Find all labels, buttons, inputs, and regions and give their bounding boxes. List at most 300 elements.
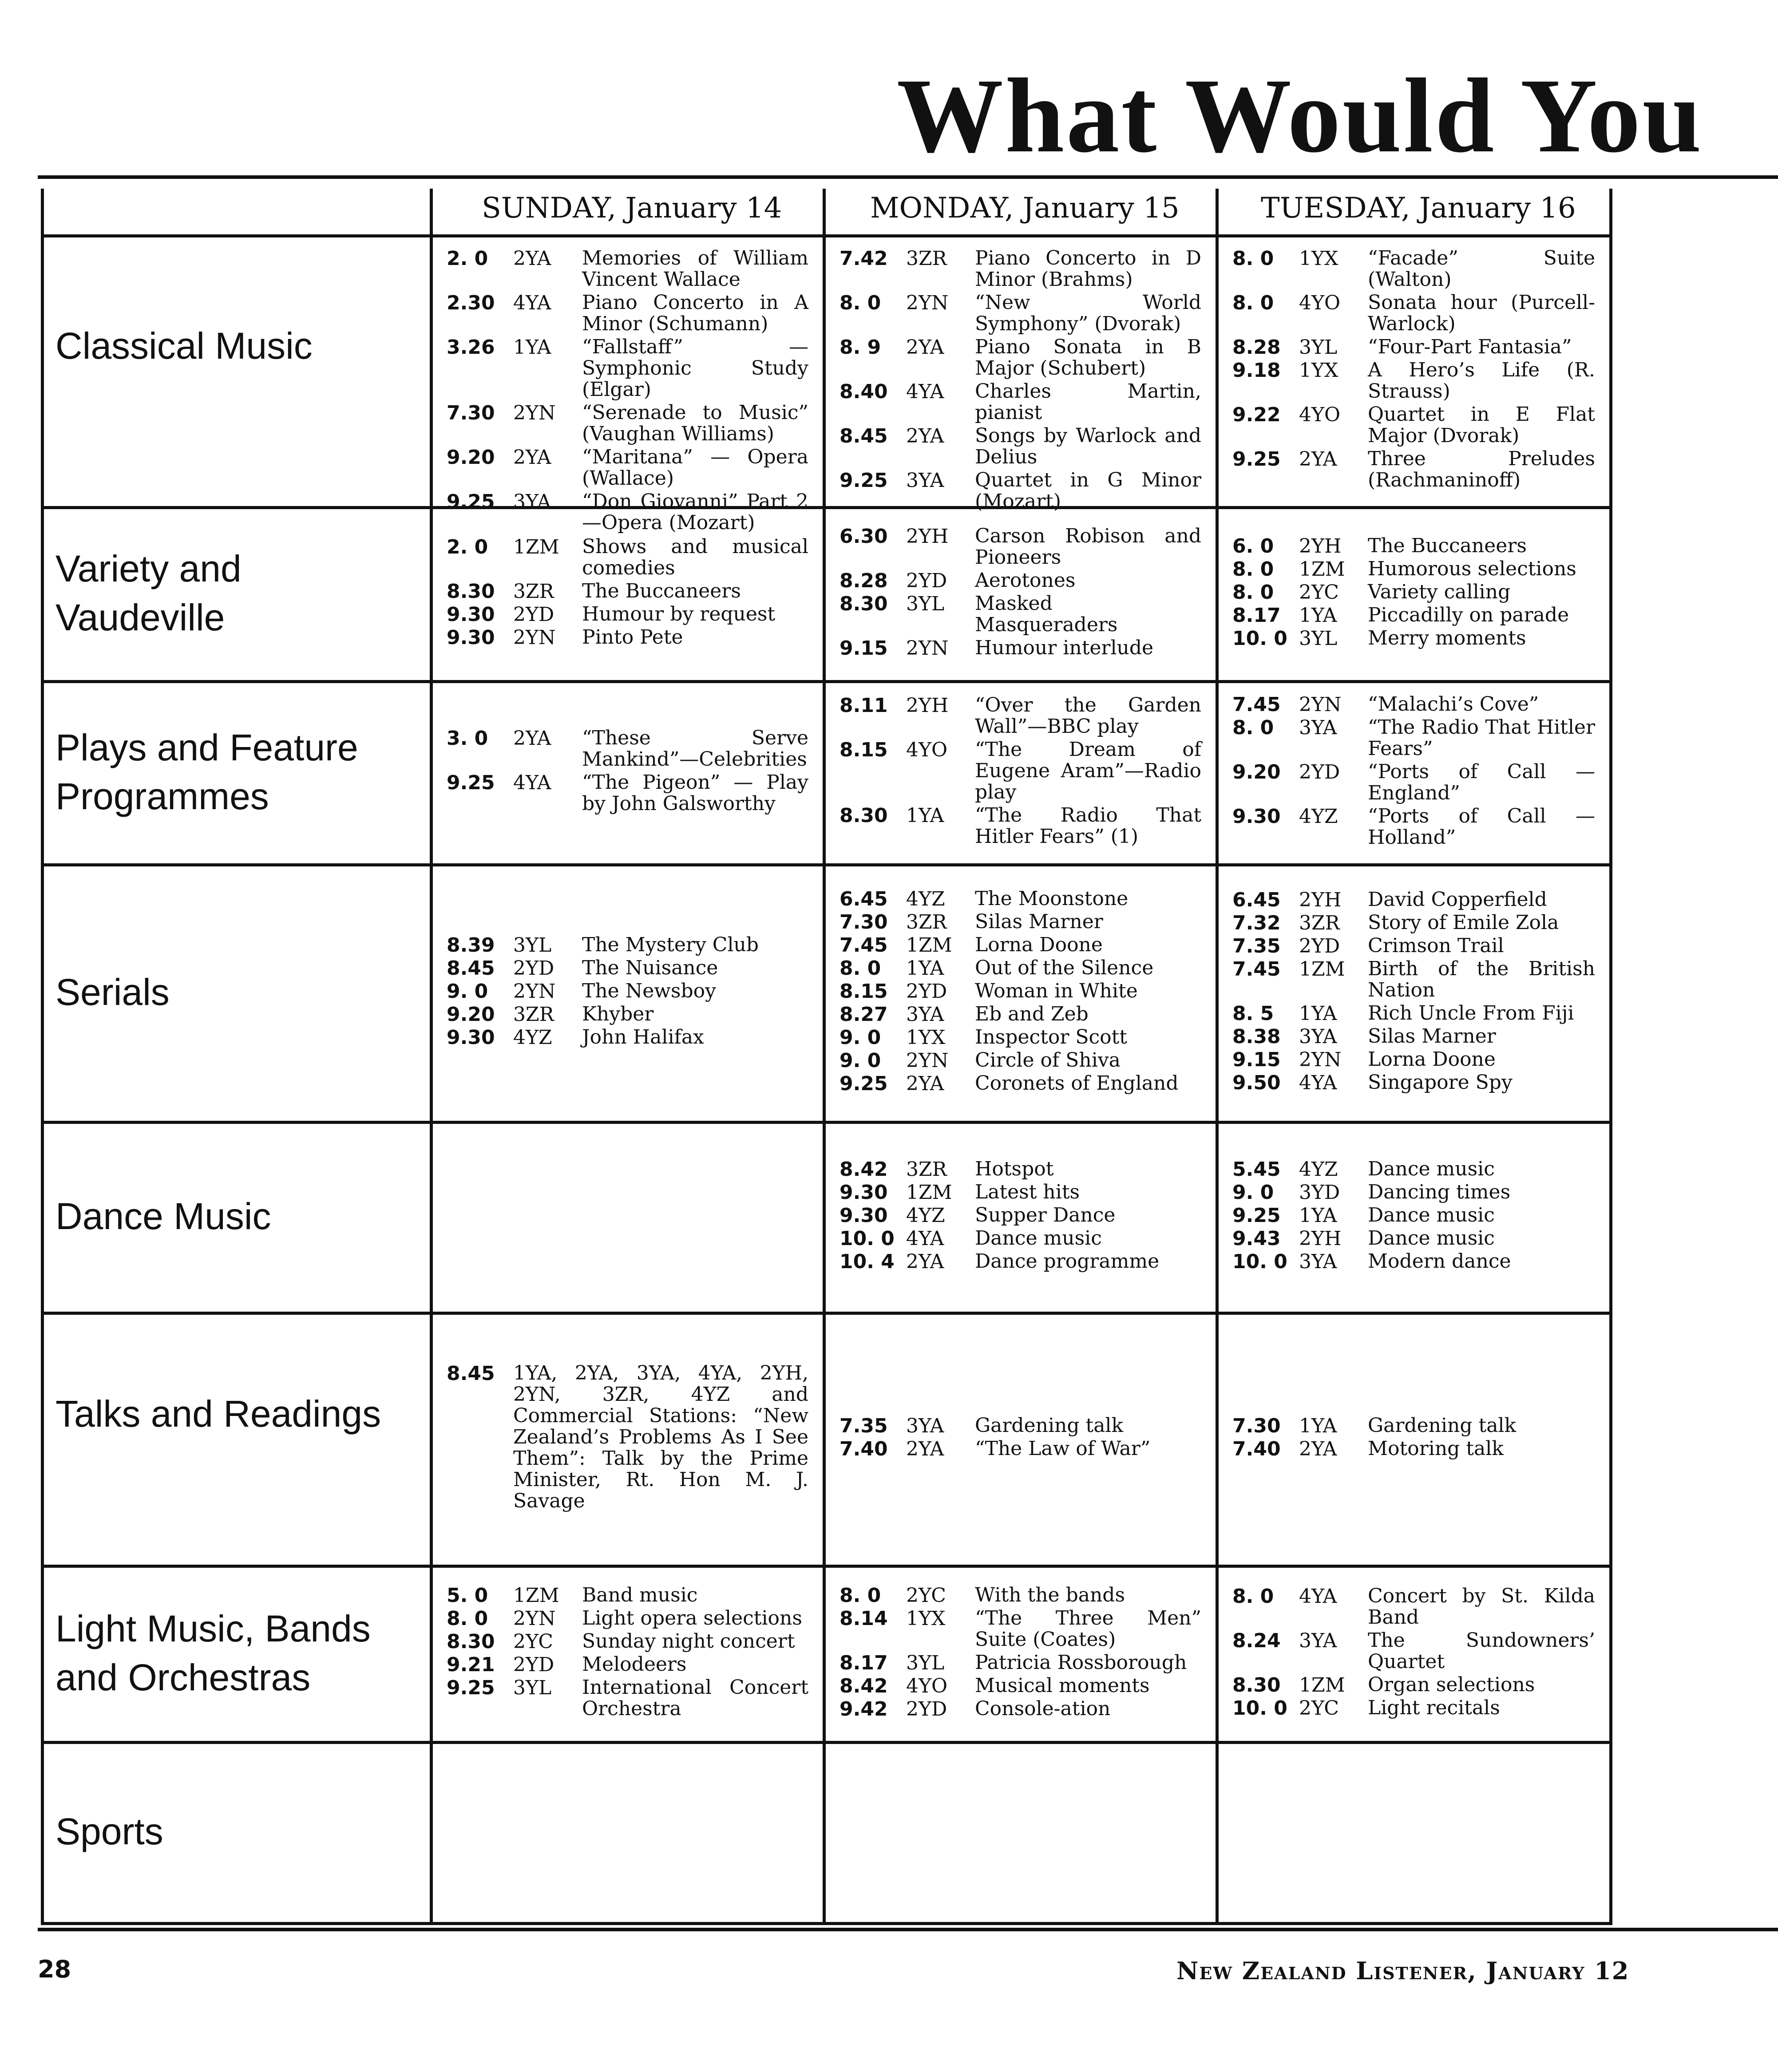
column-divider [823,189,826,1924]
entry-programme: “Malachi’s Cove” [1368,692,1539,716]
entry-time: 6.45 [1232,889,1281,911]
entry-programme: Dance music [975,1227,1102,1250]
entry-programme: “Four-Part Fantasia” [1368,336,1572,358]
entry-programme: Rich Uncle From Fiji [1368,1002,1574,1024]
entry-programme: Memories of William Vincent Wallace [582,247,808,291]
entry-station: 4YO [1299,292,1341,314]
entry-station: 3YA [1299,716,1337,739]
entry-time: 9.30 [840,1204,888,1227]
entry-time: 9.30 [840,1181,888,1204]
day-header-tuesday: TUESDAY, January 16 [1261,192,1576,225]
entry-time: 9.20 [1232,760,1281,783]
entry-station: 2YA [513,247,551,270]
entry-programme: Patricia Rossborough [975,1651,1187,1674]
entry-programme: “These Serve Mankind”—Celebrities [582,726,808,771]
entry-time: 9. 0 [447,980,488,1003]
programme-entry [447,772,808,815]
entry-station: 3ZR [513,1003,554,1026]
entry-station: 1ZM [906,934,952,957]
entry-station: 1YA [906,957,944,980]
entry-programme: Pinto Pete [582,626,683,648]
entry-programme: Inspector Scott [975,1026,1127,1048]
entry-programme: Light opera selections [582,1606,802,1629]
cell-tuesday [1232,1586,1595,1720]
entry-time: 8.28 [840,569,888,592]
programme-entry [1232,761,1595,804]
entry-station: 2YA [1299,448,1337,471]
entry-time: 8.15 [840,738,888,761]
programme-entry [840,1608,1201,1650]
entry-time: 9. 0 [840,1049,881,1072]
entry-station: 2YC [513,1630,553,1653]
category-label: Dance Music [55,1195,271,1237]
entry-station: 2YA [906,1438,944,1460]
entry-programme: Circle of Shiva [975,1049,1121,1072]
day-header-sunday: SUNDAY, January 14 [482,192,782,225]
entry-programme: Humour interlude [975,637,1154,659]
programme-entry [840,911,1201,933]
category-label: Serials [55,971,170,1013]
bottom-rule [38,1928,1778,1931]
programme-entry [1232,958,1595,1001]
entry-station: 1ZM [1299,558,1345,581]
entry-station: 4YZ [513,1026,552,1049]
entry-station: 3YL [513,934,552,957]
entry-station: 1YA [513,336,551,359]
programme-entry [840,292,1201,335]
entry-station: 2YA [906,1250,944,1273]
entry-station: 4YA [906,380,944,403]
entry-time: 6.30 [840,525,888,548]
entry-programme: Gardening talk [1368,1414,1517,1437]
programme-entry [840,1415,1201,1436]
programme-entry [447,292,808,335]
entry-time: 8.11 [840,694,888,717]
entry-station: 2YD [1299,760,1340,783]
column-divider [1216,189,1219,1924]
entry-time: 7.32 [1232,912,1281,934]
entry-station: 2YD [1299,935,1340,957]
column-divider [430,189,433,1924]
entry-programme: “Serenade to Music” (Vaughan Williams) [582,401,808,445]
programme-entry [1232,1159,1595,1180]
entry-time: 8.45 [447,1362,495,1385]
programme-entry [447,728,808,770]
entry-programme: Dance music [1368,1158,1495,1180]
programme-entry [447,248,808,290]
entry-programme: Quartet in G Minor (Mozart) [975,469,1201,513]
category-label: Plays and Feature Programmes [55,726,358,817]
entry-programme: The Sundowners’ Quartet [1368,1629,1595,1673]
programme-entry [840,470,1201,512]
page-number: 28 [38,1955,71,1983]
entry-time: 5.45 [1232,1158,1281,1181]
entry-programme: Latest hits [975,1181,1080,1203]
programme-entry [840,1027,1201,1048]
entry-station: 1YA [906,804,944,827]
entry-programme: Piccadilly on parade [1368,604,1569,626]
programme-entry [447,1631,808,1652]
programme-entry [840,695,1201,737]
entry-programme: Eb and Zeb [975,1003,1089,1025]
entry-time: 8. 0 [840,292,881,314]
entry-time: 9.43 [1232,1227,1281,1250]
entry-station: 4YA [906,1227,944,1250]
programme-entry [1232,558,1595,580]
entry-station: 1ZM [513,536,559,558]
entry-station: 3YL [1299,627,1338,650]
entry-time: 8. 0 [1232,558,1274,581]
programme-entry [840,1652,1201,1673]
entry-time: 9.20 [447,1003,495,1026]
entry-time: 9.15 [840,637,888,660]
entry-programme: Singapore Spy [1368,1071,1513,1094]
entry-time: 5. 0 [447,1584,488,1607]
entry-station: 1YX [1299,247,1338,270]
programme-entry [840,570,1201,591]
entry-programme: Birth of the British Nation [1368,957,1595,1001]
entry-time: 10. 4 [840,1250,895,1273]
programme-entry [447,1654,808,1675]
programme-entry [1232,1415,1595,1436]
entry-station: 2YN [906,292,949,314]
entry-programme: John Halifax [582,1026,704,1048]
programme-entry [1232,1697,1595,1719]
programme-entry [840,1251,1201,1272]
entry-station: 3ZR [1299,912,1340,934]
entry-station: 4YO [906,738,948,761]
programme-entry [1232,1228,1595,1249]
programme-entry [840,1159,1201,1180]
entry-programme: “The Dream of Eugene Aram”—Radio play [975,738,1201,803]
entry-station: 2YH [1299,535,1342,558]
entry-station: 2YH [1299,1227,1342,1250]
entry-time: 8. 9 [840,336,881,359]
entry-station: 1YX [1299,359,1338,382]
cell-sunday [447,1585,808,1721]
entry-programme: Console-ation [975,1697,1111,1720]
entry-time: 7.30 [1232,1415,1281,1437]
entry-time: 3. 0 [447,727,488,750]
programme-entry [1232,581,1595,603]
entry-station: 1YA [1299,604,1337,627]
cell-sunday [447,934,808,1050]
entry-programme: “The Three Men” Suite (Coates) [975,1606,1201,1651]
entry-time: 3.26 [447,336,495,359]
programme-entry [840,1585,1201,1606]
programme-entry [840,381,1201,423]
entry-programme: Musical moments [975,1674,1150,1697]
entry-station: 3ZR [906,247,947,270]
entry-programme: 1YA, 2YA, 3YA, 4YA, 2YH, 2YN, 3ZR, 4YZ and Commercial Stations: “New Zealand’s Problems As I See Them”: Talk by the Prime Minister, Rt. Hon M. J. Savage [513,1362,808,1512]
programme-entry [840,1205,1201,1226]
entry-station: 4YO [1299,403,1341,426]
entry-programme: Lorna Doone [975,933,1103,956]
programme-entry [447,1363,808,1512]
programme-entry [447,536,808,579]
programme-entry [1232,404,1595,447]
programme-entry [447,1027,808,1048]
programme-entry [1232,336,1595,358]
programme-entry [447,336,808,400]
cell-monday [840,248,1201,514]
entry-programme: Quartet in E Flat Major (Dvorak) [1368,403,1595,447]
entry-programme: Three Preludes (Rachmaninoff) [1368,447,1595,491]
entry-programme: Dance programme [975,1250,1160,1273]
entry-programme: “Don Giovanni” Part 2—Opera (Mozart) [582,490,808,534]
programme-entry [840,805,1201,847]
entry-time: 8.40 [840,380,888,403]
entry-time: 8.17 [840,1651,888,1674]
entry-time: 8.30 [447,580,495,603]
entry-programme: David Copperfield [1368,888,1547,911]
entry-station: 3YA [1299,1629,1337,1652]
entry-programme: Sonata hour (Purcell-Warlock) [1368,291,1595,335]
programme-entry [1232,248,1595,290]
entry-time: 7.42 [840,247,888,270]
programme-entry [1232,1182,1595,1203]
day-header-monday: MONDAY, January 15 [870,192,1180,225]
entry-time: 9.30 [447,1026,495,1049]
programme-entry [1232,912,1595,933]
entry-time: 8.28 [1232,336,1281,359]
entry-programme: Silas Marner [975,910,1103,933]
entry-station: 3YL [906,593,945,615]
programme-entry [1232,535,1595,557]
entry-station: 2YN [906,637,949,660]
entry-time: 8.30 [840,804,888,827]
entry-station: 4YA [1299,1585,1337,1608]
entry-time: 2. 0 [447,247,488,270]
cell-tuesday [1232,694,1595,850]
entry-station: 2YN [513,626,556,649]
entry-programme: Concert by St. Kilda Band [1368,1584,1595,1629]
programme-entry [840,1182,1201,1203]
programme-entry [840,1050,1201,1071]
programme-entry [1232,1205,1595,1226]
cell-tuesday [1232,1159,1595,1274]
programme-entry [447,491,808,534]
entry-station: 2YN [1299,1048,1342,1071]
programme-entry [840,1698,1201,1720]
row-divider [41,1121,1612,1124]
entry-programme: Hotspot [975,1158,1054,1180]
programme-entry [447,581,808,602]
entry-time: 7.35 [840,1415,888,1437]
entry-programme: Sunday night concert [582,1629,795,1653]
entry-programme: Woman in White [975,980,1138,1002]
entry-programme: The Buccaneers [1368,534,1527,557]
entry-station: 2YH [906,694,949,717]
entry-programme: Story of Emile Zola [1368,911,1559,934]
entry-station: 2YH [906,525,949,548]
entry-programme: Melodeers [582,1653,687,1676]
entry-time: 9.22 [1232,403,1281,426]
programme-entry [1232,1026,1595,1047]
programme-entry [840,957,1201,979]
entry-programme: “Over the Garden Wall”—BBC play [975,693,1201,738]
cell-sunday [447,728,808,816]
entry-station: 2YC [906,1584,946,1607]
row-divider [41,1922,1612,1925]
programme-entry [1232,1438,1595,1459]
entry-programme: “Maritana” — Opera (Wallace) [582,446,808,490]
entry-time: 8.24 [1232,1629,1281,1652]
entry-station: 2YD [513,603,554,626]
entry-time: 8.38 [1232,1025,1281,1048]
entry-time: 9. 0 [1232,1181,1274,1204]
programme-entry [840,526,1201,568]
entry-station: 2YC [1299,1696,1339,1720]
entry-station: 4YA [513,771,551,794]
entry-programme: The Nuisance [582,957,718,979]
programme-entry [447,402,808,445]
entry-time: 7.45 [1232,693,1281,716]
entry-programme: Humorous selections [1368,558,1576,580]
entry-time: 8.30 [1232,1673,1281,1696]
entry-station: 2YH [1299,889,1342,911]
entry-time: 7.30 [840,911,888,933]
entry-station: 2YA [906,1072,944,1095]
entry-programme: Humour by request [582,603,776,625]
cell-tuesday [1232,889,1595,1095]
entry-time: 8.45 [840,425,888,447]
entry-time: 9.42 [840,1697,888,1720]
category-label: Classical Music [55,325,313,367]
entry-station: 3YD [1299,1181,1340,1204]
entry-programme: “New World Symphony” (Dvorak) [975,291,1201,335]
row-divider [41,234,1612,237]
programme-entry [447,957,808,979]
entry-station: 3YA [1299,1025,1337,1048]
entry-station: 3ZR [906,911,947,933]
entry-station: 3YA [1299,1250,1337,1273]
category-label: Talks and Readings [55,1393,381,1435]
entry-time: 2. 0 [447,536,488,558]
programme-entry [1232,1003,1595,1024]
entry-station: 2YD [513,957,554,980]
entry-programme: Variety calling [1368,581,1511,603]
entry-time: 10. 0 [1232,1696,1287,1720]
entry-station: 3YA [906,469,944,492]
entry-time: 8. 0 [1232,292,1274,314]
row-divider [41,1741,1612,1744]
entry-time: 8.17 [1232,604,1281,627]
entry-station: 4YA [513,292,551,314]
entry-programme: International Concert Orchestra [582,1676,808,1720]
programme-entry [1232,694,1595,715]
entry-programme: Coronets of England [975,1072,1179,1095]
cell-tuesday [1232,248,1595,493]
programme-entry [1232,448,1595,491]
cell-monday [840,526,1201,660]
entry-programme: Dancing times [1368,1181,1511,1203]
entry-station: 2YA [906,425,944,447]
programme-entry [1232,1586,1595,1628]
entry-station: 4YZ [1299,1158,1338,1181]
category-label: Variety and Vaudeville [55,548,242,638]
entry-station: 1ZM [1299,1673,1345,1696]
category-label: Sports [55,1811,163,1852]
entry-time: 8. 0 [840,957,881,980]
entry-programme: “Facade” Suite (Walton) [1368,247,1595,291]
entry-time: 8.27 [840,1003,888,1026]
entry-time: 9.25 [1232,448,1281,471]
programme-entry [1232,292,1595,335]
programme-entry [1232,935,1595,957]
programme-entry [1232,628,1595,649]
entry-programme: Dance music [1368,1227,1495,1250]
entry-time: 8. 0 [447,1607,488,1630]
entry-station: 3ZR [906,1158,947,1181]
entry-station: 2YN [513,980,556,1003]
entry-programme: “Ports of Call — England” [1368,760,1595,804]
entry-station: 1YX [906,1026,946,1049]
entry-programme: Light recitals [1368,1696,1500,1719]
programme-entry [1232,360,1595,402]
footer-publication: New Zealand Listener, January 12 [1176,1957,1630,1985]
entry-programme: The Newsboy [582,980,717,1002]
entry-time: 9.30 [1232,805,1281,828]
entry-programme: With the bands [975,1583,1125,1606]
entry-programme: The Mystery Club [582,933,759,956]
programme-entry [1232,1630,1595,1673]
cell-monday [840,888,1201,1096]
entry-time: 9.18 [1232,359,1281,382]
programme-entry [840,336,1201,379]
entry-time: 9.20 [447,446,495,469]
entry-time: 2.30 [447,292,495,314]
entry-station: 2YD [906,569,947,592]
entry-programme: “The Pigeon” — Play by John Galsworthy [582,771,808,815]
entry-programme: The Buccaneers [582,580,741,602]
programme-entry [840,739,1201,803]
entry-time: 8. 0 [1232,581,1274,604]
entry-programme: Modern dance [1368,1250,1511,1273]
entry-programme: Piano Concerto in A Minor (Schumann) [582,291,808,335]
entry-time: 8.39 [447,934,495,957]
programme-entry [840,1438,1201,1459]
entry-station: 1YA [1299,1204,1337,1227]
cell-monday [840,1415,1201,1461]
entry-station: 2YD [906,1697,947,1720]
entry-programme: Gardening talk [975,1414,1124,1437]
entry-station: 2YD [906,980,947,1003]
entry-programme: Shows and musical comedies [582,535,808,579]
row-divider [41,680,1612,683]
entry-time: 9.30 [447,603,495,626]
entry-programme: “Fallstaff” — Symphonic Study (Elgar) [582,336,808,401]
cell-sunday [447,248,808,535]
entry-time: 9.50 [1232,1072,1281,1094]
entry-time: 6.45 [840,888,888,910]
entry-station: 1ZM [513,1584,559,1607]
entry-time: 8. 0 [1232,247,1274,270]
entry-station: 1ZM [906,1181,952,1204]
top-rule [38,175,1778,179]
entry-programme: Songs by Warlock and Delius [975,424,1201,468]
entry-station: 2YN [513,1607,556,1630]
programme-entry [840,1675,1201,1696]
entry-time: 8. 5 [1232,1002,1274,1025]
cell-monday [840,1585,1201,1721]
entry-programme: Lorna Doone [1368,1048,1496,1071]
entry-time: 8.42 [840,1674,888,1697]
column-divider [41,189,44,1924]
programme-entry [447,1677,808,1720]
programme-entry [447,604,808,625]
entry-station: 2YD [513,1653,554,1676]
